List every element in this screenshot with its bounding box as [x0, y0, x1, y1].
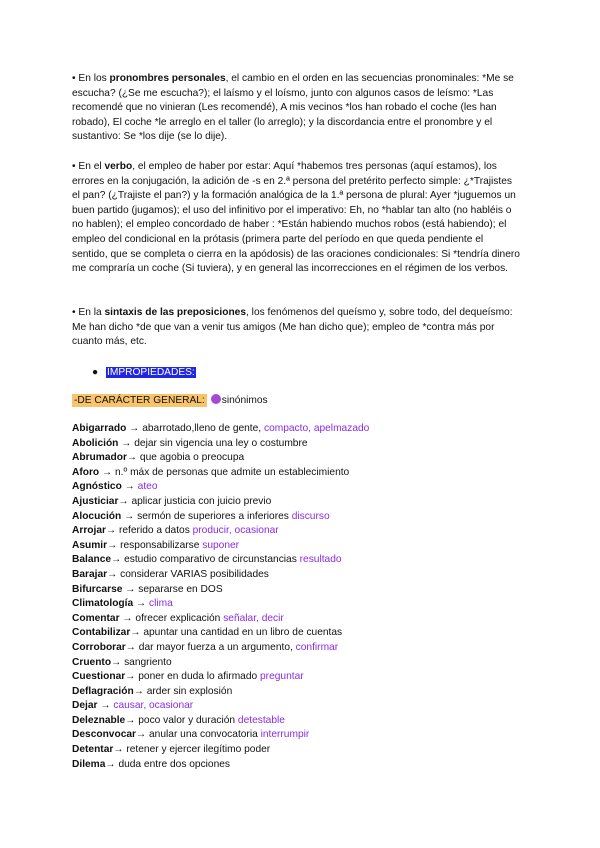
vocabulary-entry [72, 480, 532, 495]
entry-definition: → apuntar una cantidad en un libro de cuentas [130, 627, 343, 639]
entry-term: Corroborar [72, 641, 126, 653]
entry-term: Asumir [72, 539, 108, 551]
paragraph-text: , los fenómenos del queísmo y, sobre todo, del dequeísmo: Me han dicho *de que van a venir tus amigos (Me han dicho que); empleo de *contra más por cuanto más, etc. [72, 307, 513, 348]
entry-term: Ajusticiar [72, 495, 119, 507]
purple-circle-icon [211, 394, 221, 404]
bold-term: verbo [104, 161, 133, 172]
entry-term: Desconvocar [72, 729, 136, 741]
entry-term: Agnóstico [72, 481, 122, 493]
entry-definition: → [97, 700, 114, 712]
paragraph-pronombres [72, 72, 520, 145]
entry-term: Contabilizar [72, 627, 131, 639]
entry-definition: → ofrecer explicación [119, 612, 224, 624]
bold-term: pronombres personales [109, 73, 226, 84]
bullet-lead: • En la [72, 307, 105, 318]
entry-term: Alocución [72, 510, 122, 522]
entry-definition: → duda entre dos opciones [105, 758, 231, 770]
entry-definition: → aplicar justicia con juicio previo [118, 495, 272, 507]
vocabulary-entry [72, 466, 532, 481]
paragraph-preposiciones [72, 306, 520, 350]
vocabulary-entry [72, 437, 532, 452]
entry-synonym: resultado [299, 554, 342, 566]
bold-term: sintaxis de las preposiciones [104, 307, 247, 318]
entry-definition: → separarse en DOS [122, 583, 223, 595]
entry-synonym: clima [149, 598, 173, 610]
entry-synonym: producir, ocasionar [192, 525, 279, 537]
vocabulary-entry [72, 758, 532, 773]
entry-synonym: confirmar [295, 641, 339, 653]
entry-synonym: preguntar [260, 671, 304, 683]
vocabulary-entry [72, 495, 532, 510]
entry-definition: → considerar VARIAS posibilidades [107, 568, 269, 580]
entry-definition: → poner en duda lo afirmado [125, 671, 261, 683]
entry-term: Dejar [72, 700, 98, 712]
entry-definition: → sermón de superiores a inferiores [121, 510, 292, 522]
entry-synonym: suponer [202, 539, 240, 551]
vocabulary-entry [72, 685, 532, 700]
entry-term: Aforo [72, 466, 100, 478]
vocabulary-entry [72, 510, 532, 525]
entry-synonym: ateo [137, 481, 158, 493]
vocabulary-entry [72, 568, 532, 583]
entry-definition: → dar mayor fuerza a un argumento, [125, 641, 296, 653]
vocabulary-entry [72, 626, 532, 641]
entry-term: Detentar [72, 744, 114, 756]
entry-term: Dilema [72, 758, 106, 770]
vocabulary-entry [72, 451, 532, 466]
entry-synonym: discurso [291, 510, 330, 522]
entry-definition: → responsabilizarse [107, 539, 203, 551]
vocabulary-entry [72, 699, 532, 714]
bullet-icon: ● [92, 367, 99, 378]
paragraph-verbo [72, 160, 520, 277]
vocabulary-entry [72, 656, 532, 671]
sub-heading-caracter-general [72, 394, 268, 408]
paragraph-text: , el empleo de haber por estar: Aquí *habemos tres personas (aquí estamos), los errores en la conjugación, la adición de -s en 2.ª persona del pretérito perfecto simple: ¿*Trajistes el pan? (¿Trajiste el pan?) y la formación analógica de la 1.ª persona de plural: Ayer *juguemos un buen partido (jugamos); el uso del infinitivo por el imperativo: Eh, no *hablar tan alto (no habléis o no hablen); el empleo concordado de haber : *Están habiendo muchos robos (está habiendo); el empleo del condicional en la prótasis (primera parte del período en que queda pendiente el sentido, que se completa o cierra en la apódosis) de las oraciones condicionales: Si *tendría dinero me compraría un coche (Si tuviera), y en general las incorrecciones en el régimen de los verbos. [72, 161, 520, 275]
entry-definition: → arder sin explosión [133, 685, 233, 697]
entry-definition: → abarrotado,lleno de gente, [126, 423, 264, 434]
vocabulary-entry [72, 597, 532, 612]
entry-definition: → sangriento [111, 656, 172, 668]
entry-definition: → poco valor y duración [125, 714, 238, 726]
paragraph-text: , el cambio en el orden en las secuencias pronominales: *Me se escucha? (¿Se me escucha?); el laísmo y el loísmo, junto con algunos casos de leísmo: *Las recomendé que no vinieran (Les recomendé), A mis vecinos *los han robado el coche (les han robado), El coche *le arreglo en el taller (lo arreglo); y la discordancia entre el pronombre y el sustantivo: Se *los dije (se lo dije). [72, 73, 514, 143]
entry-definition: → referido a datos [105, 525, 193, 537]
entry-term: Abrumador [72, 452, 127, 464]
section-heading-impropiedades [92, 366, 196, 380]
entry-definition: → retener y ejercer ilegítimo poder [113, 744, 271, 756]
entry-term: Cuestionar [72, 671, 126, 683]
vocabulary-entry [72, 539, 532, 554]
entry-definition: → anular una convocatoria [136, 729, 261, 741]
bullet-lead: • En los [72, 73, 110, 84]
entry-synonym: señalar, decir [223, 612, 284, 624]
vocabulary-entry [72, 583, 532, 598]
entry-term: Barajar [72, 568, 108, 580]
entry-term: Deleznable [72, 714, 126, 726]
entry-term: Comentar [72, 612, 120, 624]
vocabulary-entry [72, 612, 532, 627]
vocabulary-list [72, 422, 532, 772]
entry-definition: → [133, 598, 149, 610]
entry-term: Balance [72, 554, 112, 566]
entry-term: Cruento [72, 656, 112, 668]
entry-definition: → n.º máx de personas que admite un establecimiento [99, 466, 350, 478]
entry-synonym: interrumpir [260, 729, 310, 741]
vocabulary-entry [72, 553, 532, 568]
entry-term: Arrojar [72, 525, 106, 537]
entry-term: Deflagración [72, 685, 134, 697]
highlighted-heading: IMPROPIEDADES: [107, 367, 195, 378]
entry-definition: → que agobia o preocupa [126, 452, 245, 464]
entry-synonym: compacto, apelmazado [263, 423, 370, 434]
vocabulary-entry [72, 641, 532, 656]
vocabulary-entry [72, 524, 532, 539]
vocabulary-entry [72, 714, 532, 729]
vocabulary-entry [72, 743, 532, 758]
entry-synonym: causar, ocasionar [113, 700, 194, 712]
entry-definition: → dejar sin vigencia una ley o costumbre [118, 437, 308, 449]
vocabulary-entry [72, 422, 532, 437]
legend-label: sinónimos [221, 395, 268, 406]
entry-term: Abigarrado [72, 423, 127, 434]
vocabulary-entry [72, 670, 532, 685]
entry-term: Abolición [72, 437, 119, 449]
entry-definition: → estudio comparativo de circunstancias [111, 554, 300, 566]
entry-definition: → [121, 481, 138, 493]
entry-synonym: detestable [237, 714, 285, 726]
entry-term: Bifurcarse [72, 583, 123, 595]
vocabulary-entry [72, 728, 532, 743]
entry-term: Climatología [72, 598, 134, 610]
bullet-lead: • En el [72, 161, 105, 172]
highlighted-subheading: -DE CARÁCTER GENERAL: [74, 395, 205, 406]
